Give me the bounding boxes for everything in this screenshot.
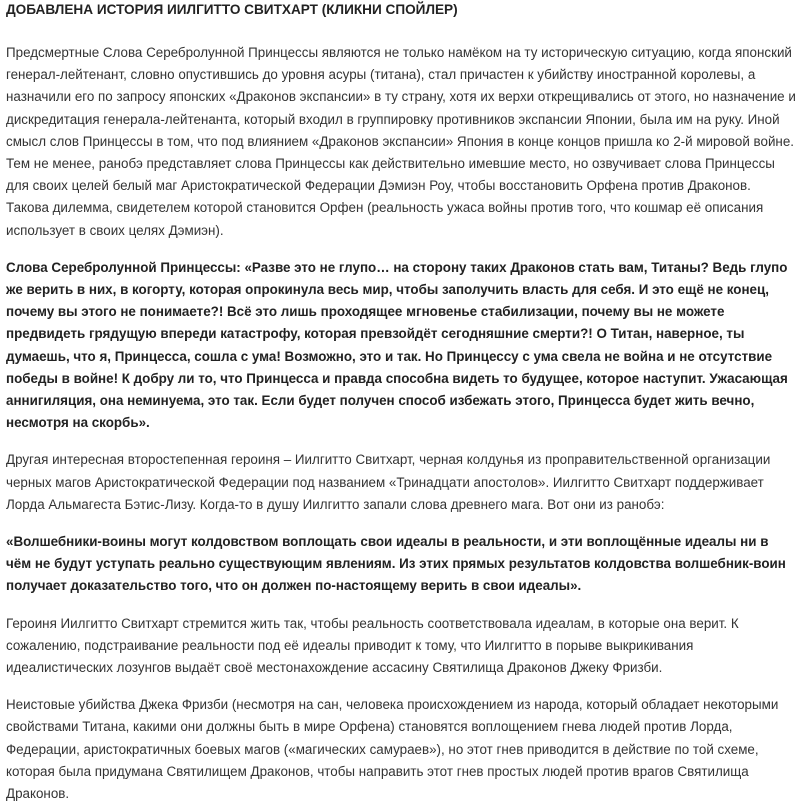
paragraph-iilgitto-ideals: Героиня Иилгитто Свитхарт стремится жить так, чтобы реальность соответствовала идеалам, в которые она верит. К сожалению, подстраивание реальности под её идеалы приводит к тому, что Иилгитто в порыве выкрикивания идеалистических лозунгов выдаёт своё местонахождение ассасину Святилища Драконов Джеку Фризби. [6, 615, 739, 676]
paragraph-jack-frisbee: Неистовые убийства Джека Фризби (несмотря на сан, человека происхождением из народа, который обладает некоторыми свойствами Титана, какими они должны быть в мире Орфена) становятся воплощением гнева людей против Лорда, Федерации, аристократичных боевых магов («магических самураев»), но этот гнев приводится в действие по той схеме, которая была придумана Святилищем Драконов, чтобы направить этот гнев простых людей против врагов Святилища Драконов. [6, 697, 779, 802]
paragraph-intro: Предсмертные Слова Серебролунной Принцессы являются не только намёком на ту историческую ситуацию, когда японский генерал-лейтенант, словно опустившись до уровня асуры (титана), стал причастен к убийству иностранной королевы, а назначили его по запросу японских «Драконов экспансии» в ту страну, хотя их верхи открещивались от этого, но назначение и дискредитация генерала-лейтенанта, который входил в группировку противников экспансии Японии, была им на руку. Иной смысл слов Принцессы в том, что под влиянием «Драконов экспансии» Япония в конце концов пришла ко 2-й мировой войне. Тем не менее, ранобэ представляет слова Принцессы как действительно имевшие место, но озвучивает слова Принцессы для своих целей белый маг Аристократической Федерации Дэмиэн Роу, чтобы восстановить Орфена против Драконов. Такова дилемма, свидетелем которой становится Орфен (реальность ужаса войны против того, что кошмар её описания использует в своих целях Дэмиэн). [6, 45, 796, 238]
paragraph-princess-quote: Слова Серебролунной Принцессы: «Разве это не глупо… на сторону таких Драконов стать вам, Титаны? Ведь глупо же верить в них, в когорту, которая опрокинула весь мир, чтобы заполучить власть для себя. И это ещё не конец, почему вы этого не понимаете?! Всё это лишь проходящее мгновенье стабилизации, почему вы не можете предвидеть грядущую впереди катастрофу, которая превзойдёт сегодняшние смерти?! О Титан, наверное, ты думаешь, что я, Принцесса, сошла с ума! Возможно, это и так. Но Принцессу с ума свела не война и не отсутствие победы в войне! К добру ли то, что Принцесса и правда способна видеть то будущее, которое наступит. Ужасающая аннигиляция, она неминуема, это так. Если будет получен способ избежать этого, Принцесса будет жить вечно, несмотря на скорбь». [6, 259, 788, 431]
paragraph-iilgitto-intro: Другая интересная второстепенная героиня – Иилгитто Свитхарт, черная колдунья из проправительственной организации черных магов Аристократической Федерации под названием «Тринадцати апостолов». Иилгитто Свитхарт поддерживает Лорда Альмагеста Бэтис-Лизу. Когда-то в душу Иилгитто запали слова древнего мага. Вот они из ранобэ: [6, 452, 771, 512]
article-title[interactable]: ДОБАВЛЕНА ИСТОРИЯ ИИЛГИТТО СВИТХАРТ (КЛИКНИ СПОЙЛЕР) [6, 2, 458, 17]
paragraph-mage-quote: «Волшебники-воины могут колдовством воплощать свои идеалы в реальности, и эти воплощённые идеалы ни в чём не будут уступать реально существующим явлениям. Из этих прямых результатов колдовства волшебник-воин получает доказательство того, что он должен по-настоящему верить в свои идеалы». [6, 534, 786, 594]
